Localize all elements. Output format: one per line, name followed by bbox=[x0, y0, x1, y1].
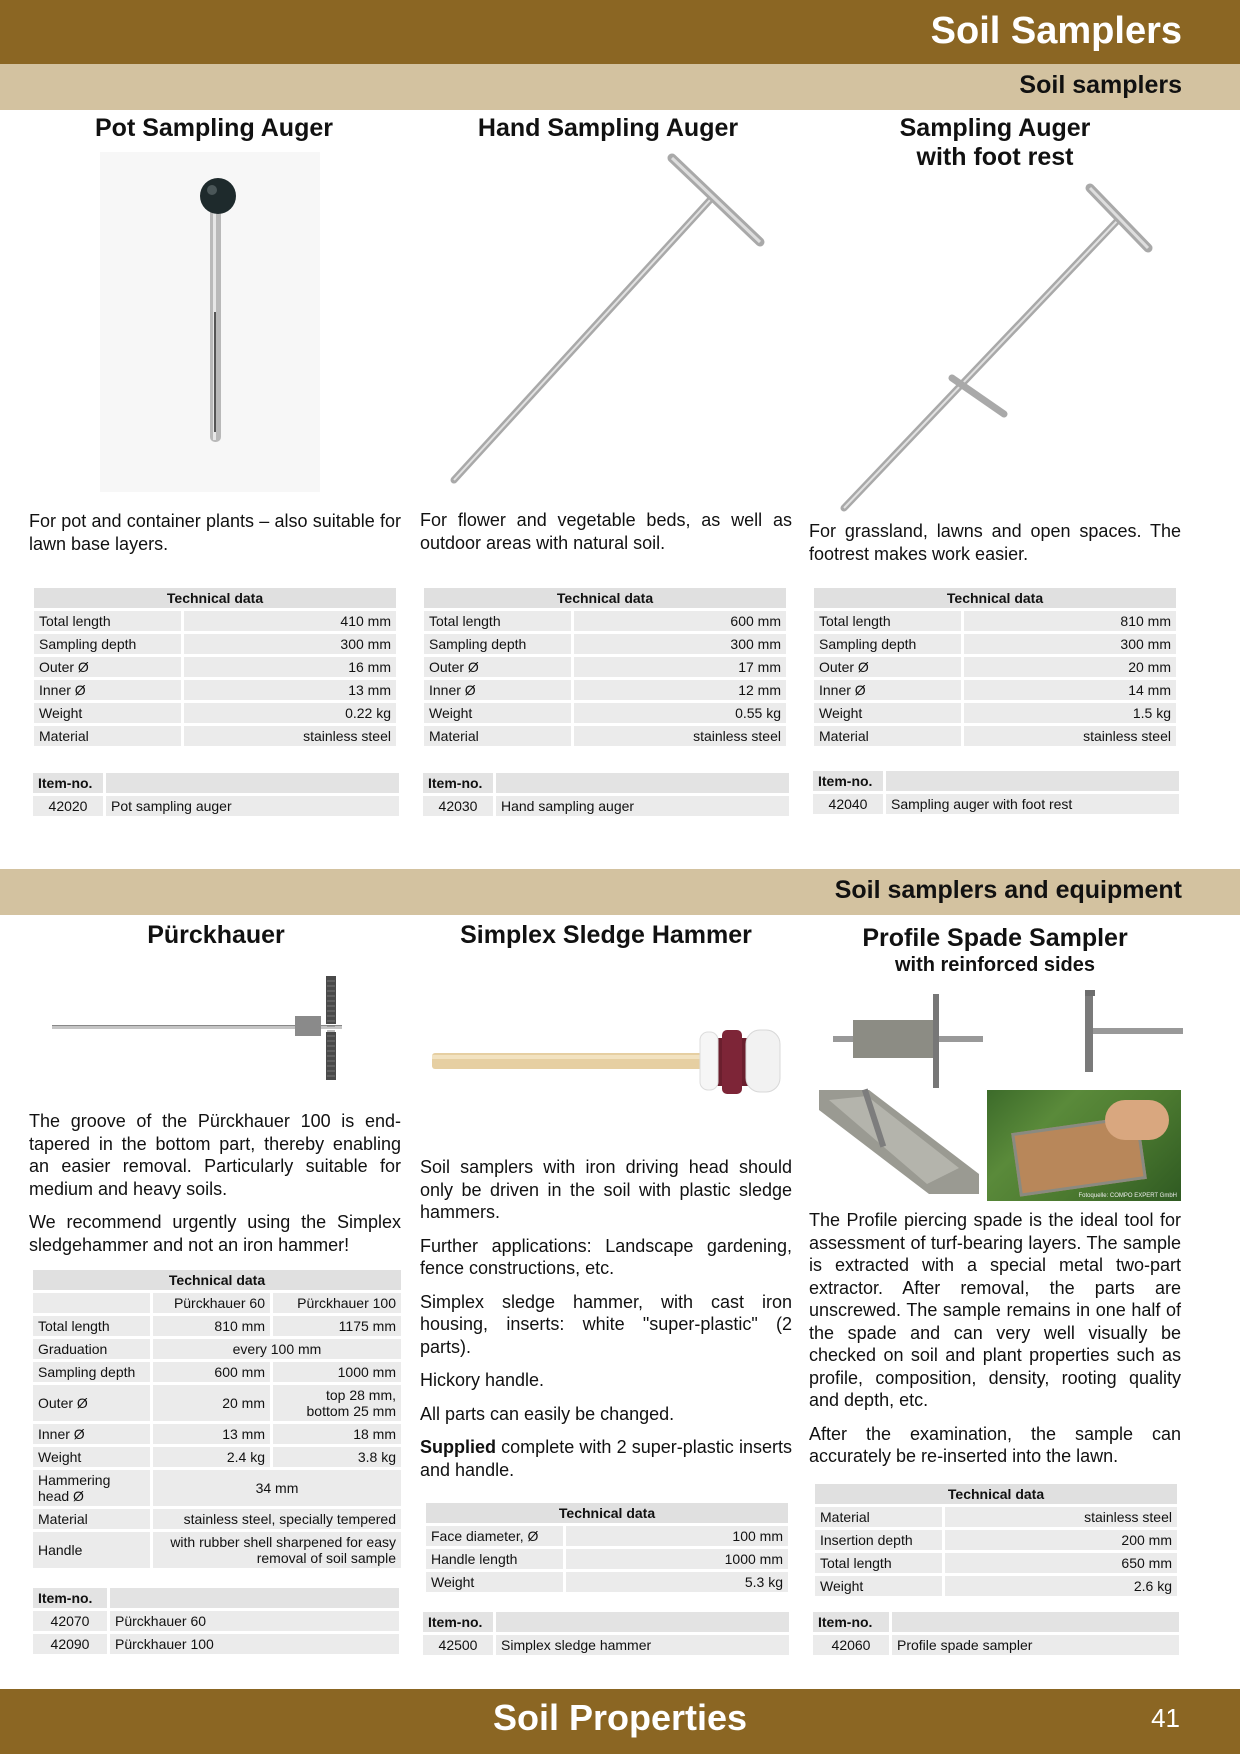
description-text: For pot and container plants – also suitable for lawn base layers. bbox=[29, 511, 401, 554]
table-row bbox=[423, 796, 789, 816]
description-text: The groove of the Pürckhauer 100 is end-tapered in the bottom part, thereby enabling an easier removal. Particularly suitable for medium and heavy soils. bbox=[29, 1111, 401, 1199]
profile-spade-photo bbox=[809, 988, 989, 1202]
product-title-line2: with foot rest bbox=[916, 143, 1074, 171]
tech-header: Technical data bbox=[426, 1503, 788, 1523]
hand-auger-description bbox=[420, 509, 792, 554]
product-title: Simplex Sledge Hammer bbox=[460, 921, 752, 949]
tech-value: stainless steel bbox=[574, 726, 786, 746]
description-text: After the examination, the sample can accurately be re-inserted into the lawn. bbox=[809, 1423, 1181, 1466]
table-row bbox=[424, 680, 786, 700]
tech-label: Inner Ø bbox=[33, 1424, 150, 1444]
table-row bbox=[33, 1447, 401, 1467]
item-no-header: Item-no. bbox=[813, 771, 883, 791]
purckhauer-tech-table bbox=[30, 1267, 404, 1571]
item-name-header bbox=[886, 771, 1179, 791]
tech-label: Face diameter, Ø bbox=[426, 1526, 563, 1546]
item-number: 42020 bbox=[33, 796, 103, 816]
tech-value: stainless steel bbox=[184, 726, 396, 746]
supplied-bold: Supplied bbox=[420, 1437, 496, 1457]
tech-value: 410 mm bbox=[184, 611, 396, 631]
table-row bbox=[33, 1362, 401, 1382]
tech-value: 300 mm bbox=[964, 634, 1176, 654]
tech-value: 810 mm bbox=[153, 1316, 270, 1336]
recommendation-text: We recommend urgently using the Simplex sledgehammer and not an iron hammer! bbox=[29, 1212, 401, 1255]
table-row bbox=[33, 1385, 401, 1421]
tech-label: Handle bbox=[33, 1532, 150, 1568]
tech-label: Insertion depth bbox=[815, 1530, 942, 1550]
table-row bbox=[33, 1293, 401, 1313]
tech-value: 2.6 kg bbox=[945, 1576, 1177, 1596]
table-row bbox=[33, 1424, 401, 1444]
hammer-description bbox=[420, 1156, 792, 1481]
spade-tech-table bbox=[812, 1481, 1180, 1599]
tech-value: 1.5 kg bbox=[964, 703, 1176, 723]
tech-header: Technical data bbox=[814, 588, 1176, 608]
purckhauer-title-block bbox=[30, 921, 402, 950]
tech-label: Sampling depth bbox=[424, 634, 571, 654]
item-no-header: Item-no. bbox=[423, 1612, 493, 1632]
table-row bbox=[34, 726, 396, 746]
tech-value-line1: top 28 mm, bbox=[325, 1387, 396, 1403]
tech-value: 1175 mm bbox=[273, 1316, 401, 1336]
description-text bbox=[420, 1436, 792, 1481]
tech-value: 12 mm bbox=[574, 680, 786, 700]
table-row bbox=[33, 1509, 401, 1529]
hammer-tech-table bbox=[423, 1500, 791, 1595]
item-no-header: Item-no. bbox=[423, 773, 493, 793]
tech-label: Weight bbox=[424, 703, 571, 723]
item-name: Pürckhauer 60 bbox=[110, 1611, 399, 1631]
page-title: Soil Samplers bbox=[930, 10, 1182, 52]
item-name: Sampling auger with foot rest bbox=[886, 794, 1179, 814]
footer-bar bbox=[0, 1689, 1240, 1754]
tech-value: 600 mm bbox=[153, 1362, 270, 1382]
tech-value: every 100 mm bbox=[153, 1339, 401, 1359]
supplied-text: complete with 2 super-plastic inserts and handle. bbox=[420, 1437, 792, 1480]
table-row bbox=[813, 1635, 1179, 1655]
item-number: 42060 bbox=[813, 1635, 889, 1655]
tech-label: Total length bbox=[814, 611, 961, 631]
tech-value: 0.55 kg bbox=[574, 703, 786, 723]
table-row bbox=[34, 611, 396, 631]
description-text: Simplex sledge hammer, with cast iron housing, inserts: white "super-plastic" (2 parts). bbox=[420, 1291, 792, 1357]
hammer-item-table bbox=[420, 1609, 792, 1658]
table-row bbox=[424, 611, 786, 631]
item-name: Pürckhauer 100 bbox=[110, 1634, 399, 1654]
table-row bbox=[33, 1316, 401, 1336]
tech-label: Total length bbox=[33, 1316, 150, 1336]
tech-value: 300 mm bbox=[574, 634, 786, 654]
item-name: Profile spade sampler bbox=[892, 1635, 1179, 1655]
table-row bbox=[424, 726, 786, 746]
table-row bbox=[813, 794, 1179, 814]
table-row bbox=[815, 1576, 1177, 1596]
table-row bbox=[424, 634, 786, 654]
hand-auger-tech-table bbox=[421, 585, 789, 749]
foot-auger-description bbox=[809, 520, 1181, 565]
product-title: Hand Sampling Auger bbox=[477, 114, 739, 142]
description-text: For flower and vegetable beds, as well as outdoor areas with natural soil. bbox=[420, 510, 792, 553]
tech-value bbox=[153, 1532, 401, 1568]
tech-value: 1000 mm bbox=[566, 1549, 788, 1569]
table-row bbox=[33, 1611, 399, 1631]
tech-value: 810 mm bbox=[964, 611, 1176, 631]
tech-header: Technical data bbox=[33, 1270, 401, 1290]
tech-value: 1000 mm bbox=[273, 1362, 401, 1382]
description-text: The Profile piercing spade is the ideal tool for assessment of turf-bearing layers. The sample is extracted with a special metal two-part extractor. After removal, the parts are unscrewed. The sample remains in one half of the spade and can very well visually be checked on soil and plant properties such as profile, composition, density, rooting quality and depth, etc. bbox=[809, 1210, 1181, 1410]
tech-value: 14 mm bbox=[964, 680, 1176, 700]
spade-sample-photo bbox=[987, 1090, 1181, 1201]
table-row bbox=[33, 796, 399, 816]
section-title: Soil samplers bbox=[1019, 71, 1182, 99]
hand-auger-title-block bbox=[422, 114, 794, 143]
table-row bbox=[814, 680, 1176, 700]
tech-value: 20 mm bbox=[153, 1385, 270, 1421]
hammer-title-block bbox=[420, 921, 792, 950]
tech-label: Outer Ø bbox=[424, 657, 571, 677]
table-row bbox=[33, 1339, 401, 1359]
table-row bbox=[33, 1532, 401, 1568]
tech-label: Handle length bbox=[426, 1549, 563, 1569]
description-text: For grassland, lawns and open spaces. The footrest makes work easier. bbox=[809, 521, 1181, 564]
purckhauer-description bbox=[29, 1110, 401, 1256]
spade-description bbox=[809, 1209, 1181, 1468]
tech-label: Sampling depth bbox=[34, 634, 181, 654]
table-row bbox=[815, 1507, 1177, 1527]
tech-label: Outer Ø bbox=[814, 657, 961, 677]
purckhauer-photo bbox=[40, 970, 360, 1090]
tech-label: Weight bbox=[426, 1572, 563, 1592]
tech-value: 5.3 kg bbox=[566, 1572, 788, 1592]
tech-value: 16 mm bbox=[184, 657, 396, 677]
section-band-soil-samplers-equipment bbox=[0, 869, 1240, 915]
item-number: 42090 bbox=[33, 1634, 107, 1654]
hand-auger-photo bbox=[440, 150, 780, 490]
tech-value: stainless steel bbox=[945, 1507, 1177, 1527]
tech-label: Total length bbox=[424, 611, 571, 631]
tech-value-line2: removal of soil sample bbox=[256, 1550, 396, 1566]
description-text: Soil samplers with iron driving head should only be driven in the soil with plastic sledge hammers. bbox=[420, 1157, 792, 1222]
pot-auger-tech-table bbox=[31, 585, 399, 749]
product-title-line1: Sampling Auger bbox=[899, 114, 1091, 142]
tech-value: 17 mm bbox=[574, 657, 786, 677]
tech-label: Total length bbox=[34, 611, 181, 631]
product-title: Pürckhauer bbox=[147, 921, 285, 949]
tech-label: Inner Ø bbox=[424, 680, 571, 700]
table-row bbox=[423, 1635, 789, 1655]
pot-auger-title-block bbox=[28, 114, 400, 143]
table-row bbox=[426, 1526, 788, 1546]
tech-label: Outer Ø bbox=[33, 1385, 150, 1421]
item-name: Simplex sledge hammer bbox=[496, 1635, 789, 1655]
header-bar bbox=[0, 0, 1240, 64]
tech-label: Weight bbox=[33, 1447, 150, 1467]
tech-label: Sampling depth bbox=[33, 1362, 150, 1382]
tech-label: Material bbox=[34, 726, 181, 746]
tech-value: 3.8 kg bbox=[273, 1447, 401, 1467]
tech-label: Inner Ø bbox=[34, 680, 181, 700]
tech-label: Graduation bbox=[33, 1339, 150, 1359]
tech-value: 2.4 kg bbox=[153, 1447, 270, 1467]
description-text: Further applications: Landscape gardening, fence constructions, etc. bbox=[420, 1235, 792, 1278]
tech-header: Technical data bbox=[424, 588, 786, 608]
item-no-header: Item-no. bbox=[33, 1588, 107, 1608]
table-row bbox=[815, 1553, 1177, 1573]
product-title: Pot Sampling Auger bbox=[95, 114, 333, 142]
table-row bbox=[814, 657, 1176, 677]
item-number: 42040 bbox=[813, 794, 883, 814]
item-name-header bbox=[892, 1612, 1179, 1632]
product-subtitle: with reinforced sides bbox=[894, 954, 1096, 976]
table-row bbox=[814, 634, 1176, 654]
item-name: Hand sampling auger bbox=[496, 796, 789, 816]
table-row bbox=[34, 680, 396, 700]
tech-value: stainless steel bbox=[964, 726, 1176, 746]
tech-value: 0.22 kg bbox=[184, 703, 396, 723]
table-row bbox=[33, 1470, 401, 1506]
tech-label-line1: Hammering bbox=[38, 1472, 111, 1488]
item-no-header: Item-no. bbox=[33, 773, 103, 793]
item-no-header: Item-no. bbox=[813, 1612, 889, 1632]
tech-value: 13 mm bbox=[153, 1424, 270, 1444]
item-name-header bbox=[496, 773, 789, 793]
table-row bbox=[34, 703, 396, 723]
tech-value: 650 mm bbox=[945, 1553, 1177, 1573]
table-row bbox=[815, 1530, 1177, 1550]
tech-label-line2: head Ø bbox=[38, 1488, 84, 1504]
photo-credit: Fotoquelle: COMPO EXPERT GmbH bbox=[1078, 1193, 1177, 1199]
tech-value: stainless steel, specially tempered bbox=[153, 1509, 401, 1529]
description-text: All parts can easily be changed. bbox=[420, 1403, 675, 1424]
tech-value: 18 mm bbox=[273, 1424, 401, 1444]
tech-value: 20 mm bbox=[964, 657, 1176, 677]
item-name-header bbox=[496, 1612, 789, 1632]
tech-label: Inner Ø bbox=[814, 680, 961, 700]
table-row bbox=[426, 1549, 788, 1569]
tech-label bbox=[33, 1293, 150, 1313]
tech-value bbox=[273, 1385, 401, 1421]
table-row bbox=[814, 726, 1176, 746]
item-name-header bbox=[106, 773, 399, 793]
table-row bbox=[34, 657, 396, 677]
item-number: 42070 bbox=[33, 1611, 107, 1631]
table-row bbox=[814, 703, 1176, 723]
page-number: 41 bbox=[1151, 1703, 1180, 1733]
item-name-header bbox=[110, 1588, 399, 1608]
item-number: 42030 bbox=[423, 796, 493, 816]
foot-auger-item-table bbox=[810, 768, 1182, 817]
column-header: Pürckhauer 100 bbox=[273, 1293, 401, 1313]
tech-label: Weight bbox=[814, 703, 961, 723]
tech-value-line1: with rubber shell sharpened for easy bbox=[170, 1534, 396, 1550]
description-text: Hickory handle. bbox=[420, 1370, 545, 1390]
foot-auger-title-block bbox=[809, 114, 1181, 172]
item-number: 42500 bbox=[423, 1635, 493, 1655]
tech-header: Technical data bbox=[815, 1484, 1177, 1504]
hand-auger-item-table bbox=[420, 770, 792, 819]
purckhauer-item-table bbox=[30, 1585, 402, 1657]
spade-item-table bbox=[810, 1609, 1182, 1658]
tech-label: Weight bbox=[34, 703, 181, 723]
pot-auger-photo bbox=[90, 152, 330, 492]
tech-value: 300 mm bbox=[184, 634, 396, 654]
tech-value-line2: bottom 25 mm bbox=[306, 1403, 396, 1419]
table-row bbox=[426, 1572, 788, 1592]
pot-auger-description bbox=[29, 510, 401, 555]
section-title: Soil samplers and equipment bbox=[834, 876, 1182, 904]
tech-label: Total length bbox=[815, 1553, 942, 1573]
tech-value: 200 mm bbox=[945, 1530, 1177, 1550]
section-band-soil-samplers bbox=[0, 64, 1240, 110]
tech-label: Material bbox=[815, 1507, 942, 1527]
tech-label: Weight bbox=[815, 1576, 942, 1596]
tech-value: 34 mm bbox=[153, 1470, 401, 1506]
tech-label: Material bbox=[33, 1509, 150, 1529]
product-title: Profile Spade Sampler bbox=[862, 924, 1128, 952]
tech-label bbox=[33, 1470, 150, 1506]
foot-auger-photo bbox=[830, 182, 1170, 516]
spade-frame-photo bbox=[1085, 988, 1185, 1088]
footer-title: Soil Properties bbox=[492, 1697, 748, 1738]
spade-title-block bbox=[809, 924, 1181, 977]
pot-auger-item-table bbox=[30, 770, 402, 819]
table-row bbox=[424, 657, 786, 677]
table-row bbox=[424, 703, 786, 723]
tech-label: Sampling depth bbox=[814, 634, 961, 654]
tech-label: Material bbox=[424, 726, 571, 746]
hand-shape bbox=[1105, 1100, 1169, 1140]
table-row bbox=[34, 634, 396, 654]
sledge-hammer-photo bbox=[430, 1010, 790, 1110]
table-row bbox=[33, 1634, 399, 1654]
item-name: Pot sampling auger bbox=[106, 796, 399, 816]
tech-header: Technical data bbox=[34, 588, 396, 608]
column-header: Pürckhauer 60 bbox=[153, 1293, 270, 1313]
tech-value: 600 mm bbox=[574, 611, 786, 631]
table-row bbox=[814, 611, 1176, 631]
foot-auger-tech-table bbox=[811, 585, 1179, 749]
tech-label: Material bbox=[814, 726, 961, 746]
tech-label: Outer Ø bbox=[34, 657, 181, 677]
tech-value: 13 mm bbox=[184, 680, 396, 700]
tech-value: 100 mm bbox=[566, 1526, 788, 1546]
